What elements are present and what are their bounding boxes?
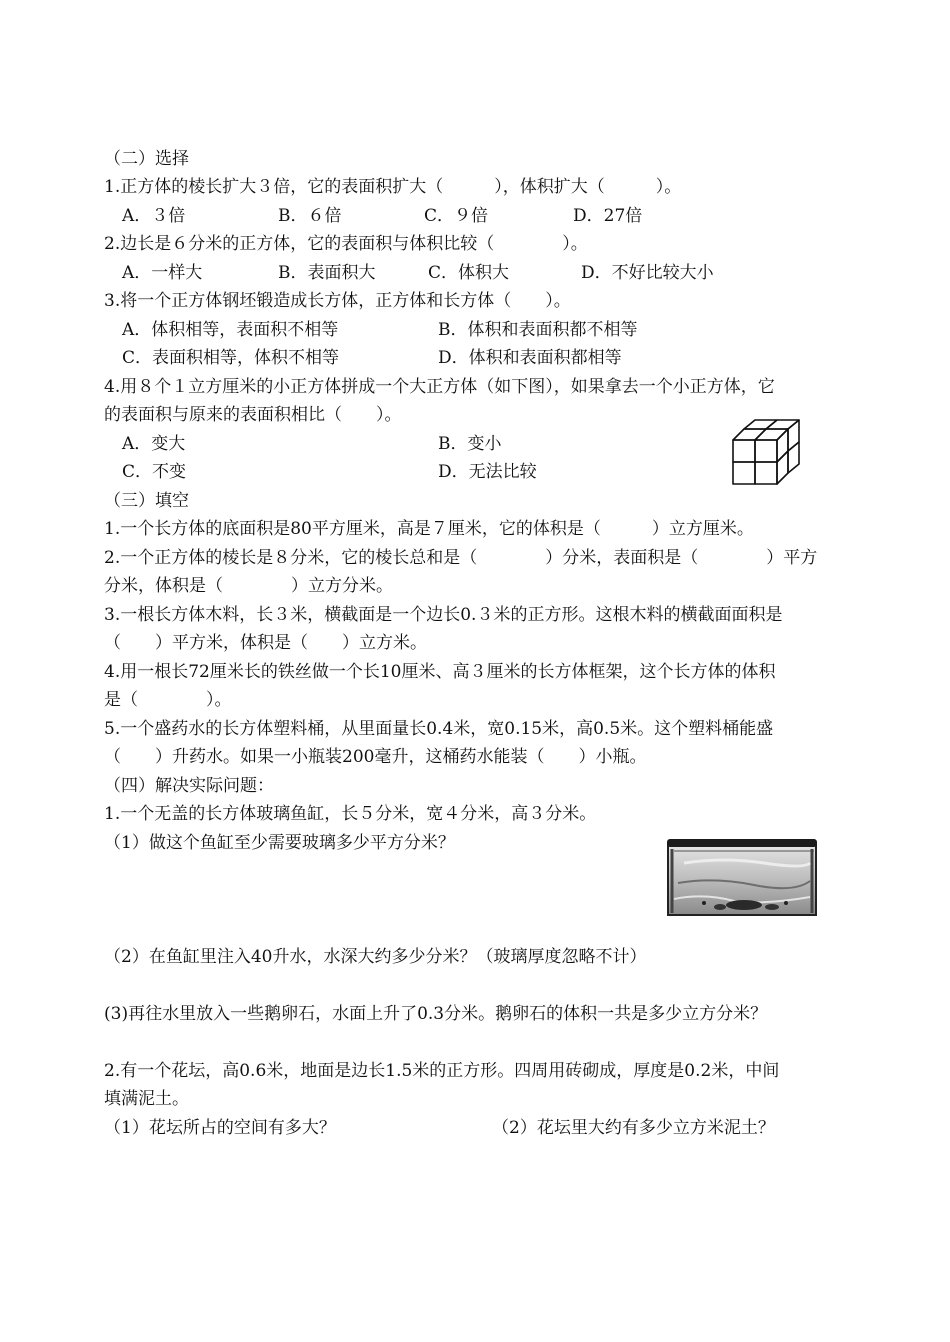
fill-q4-line1: 4.用一根长72厘米长的铁丝做一个长10厘米、高３厘米的长方体框架，这个长方体的体积 [104, 662, 776, 682]
choice-q2-option-b: B．表面积大 [278, 263, 376, 283]
choice-q4-option-d: D．无法比较 [438, 462, 537, 482]
fill-q3-line1: 3.一根长方体木料，长３米，横截面是一个边长0.３米的正方形。这根木料的横截面面积是 [104, 605, 783, 625]
choice-q1-stem: 1.正方体的棱长扩大３倍，它的表面积扩大（ ），体积扩大（ ）。 [104, 177, 682, 197]
choice-q4-option-c: C．不变 [122, 462, 187, 482]
fill-q5-line1: 5.一个盛药水的长方体塑料桶，从里面量长0.4米，宽0.15米，高0.5米。这个塑料桶能盛 [104, 719, 774, 739]
problem1-sub3: (3)再往水里放入一些鹅卵石，水面上升了0.3分米。鹅卵石的体积一共是多少立方分米？ [104, 1004, 768, 1024]
choice-q1-option-c: C．９倍 [424, 206, 489, 226]
choice-q1-option-a: A．３倍 [122, 206, 186, 226]
fill-q3-line2: （ ）平方米，体积是（ ）立方米。 [104, 633, 427, 653]
choice-q4-stem-line2: 的表面积与原来的表面积相比（ ）。 [104, 405, 402, 425]
choice-q4-option-b: B．变小 [438, 434, 502, 454]
choice-q4-stem-line1: 4.用８个１立方厘米的小正方体拼成一个大正方体（如下图），如果拿去一个小正方体，它 [104, 377, 775, 397]
problem1-stem: 1.一个无盖的长方体玻璃鱼缸，长５分米，宽４分米，高３分米。 [104, 804, 597, 824]
section-choice-heading: （二）选择 [104, 149, 189, 169]
choice-q2-option-a: A．一样大 [122, 263, 203, 283]
cube-stack-icon [730, 418, 802, 486]
problem2-stem-line2: 填满泥土。 [104, 1089, 189, 1109]
problem2-stem-line1: 2.有一个花坛，高0.6米，地面是边长1.5米的正方形。四周用砖砌成，厚度是0.2米，中间 [104, 1061, 780, 1081]
choice-q2-stem: 2.边长是６分米的正方体，它的表面积与体积比较（ ）。 [104, 234, 588, 254]
choice-q1-option-d: D．27倍 [573, 206, 643, 226]
problem1-sub1: （1）做这个鱼缸至少需要玻璃多少平方分米？ [104, 833, 455, 853]
choice-q3-option-c: C．表面积相等，体积不相等 [122, 348, 340, 368]
problem2-sub1: （1）花坛所占的空间有多大？ [104, 1118, 336, 1138]
fill-q2-line2: 分米，体积是（ ）立方分米。 [104, 576, 393, 596]
fill-q4-line2: 是（ ）。 [104, 690, 232, 710]
choice-q3-option-d: D．体积和表面积都相等 [438, 348, 622, 368]
fill-q5-line2: （ ）升药水。如果一小瓶装200毫升，这桶药水能装（ ）小瓶。 [104, 747, 647, 767]
fill-q2-line1: 2.一个正方体的棱长是８分米，它的棱长总和是（ ）分米，表面积是（ ）平方 [104, 548, 818, 568]
choice-q2-option-d: D．不好比较大小 [581, 263, 714, 283]
choice-q3-option-b: B．体积和表面积都不相等 [438, 320, 638, 340]
choice-q3-stem: 3.将一个正方体钢坯锻造成长方体，正方体和长方体（ ）。 [104, 291, 571, 311]
choice-q4-option-a: A．变大 [122, 434, 186, 454]
choice-q3-option-a: A．体积相等，表面积不相等 [122, 320, 339, 340]
section-fill-heading: （三）填空 [104, 491, 189, 511]
choice-q2-option-c: C．体积大 [428, 263, 510, 283]
fish-tank-icon [664, 833, 820, 917]
choice-q1-option-b: B．６倍 [278, 206, 342, 226]
fill-q1: 1.一个长方体的底面积是80平方厘米，高是７厘米，它的体积是（ ）立方厘米。 [104, 519, 754, 539]
problem1-sub2: （2）在鱼缸里注入40升水，水深大约多少分米？（玻璃厚度忽略不计） [104, 947, 647, 967]
section-problems-heading: （四）解决实际问题： [104, 776, 274, 796]
problem2-sub2: （2）花坛里大约有多少立方米泥土？ [492, 1118, 775, 1138]
